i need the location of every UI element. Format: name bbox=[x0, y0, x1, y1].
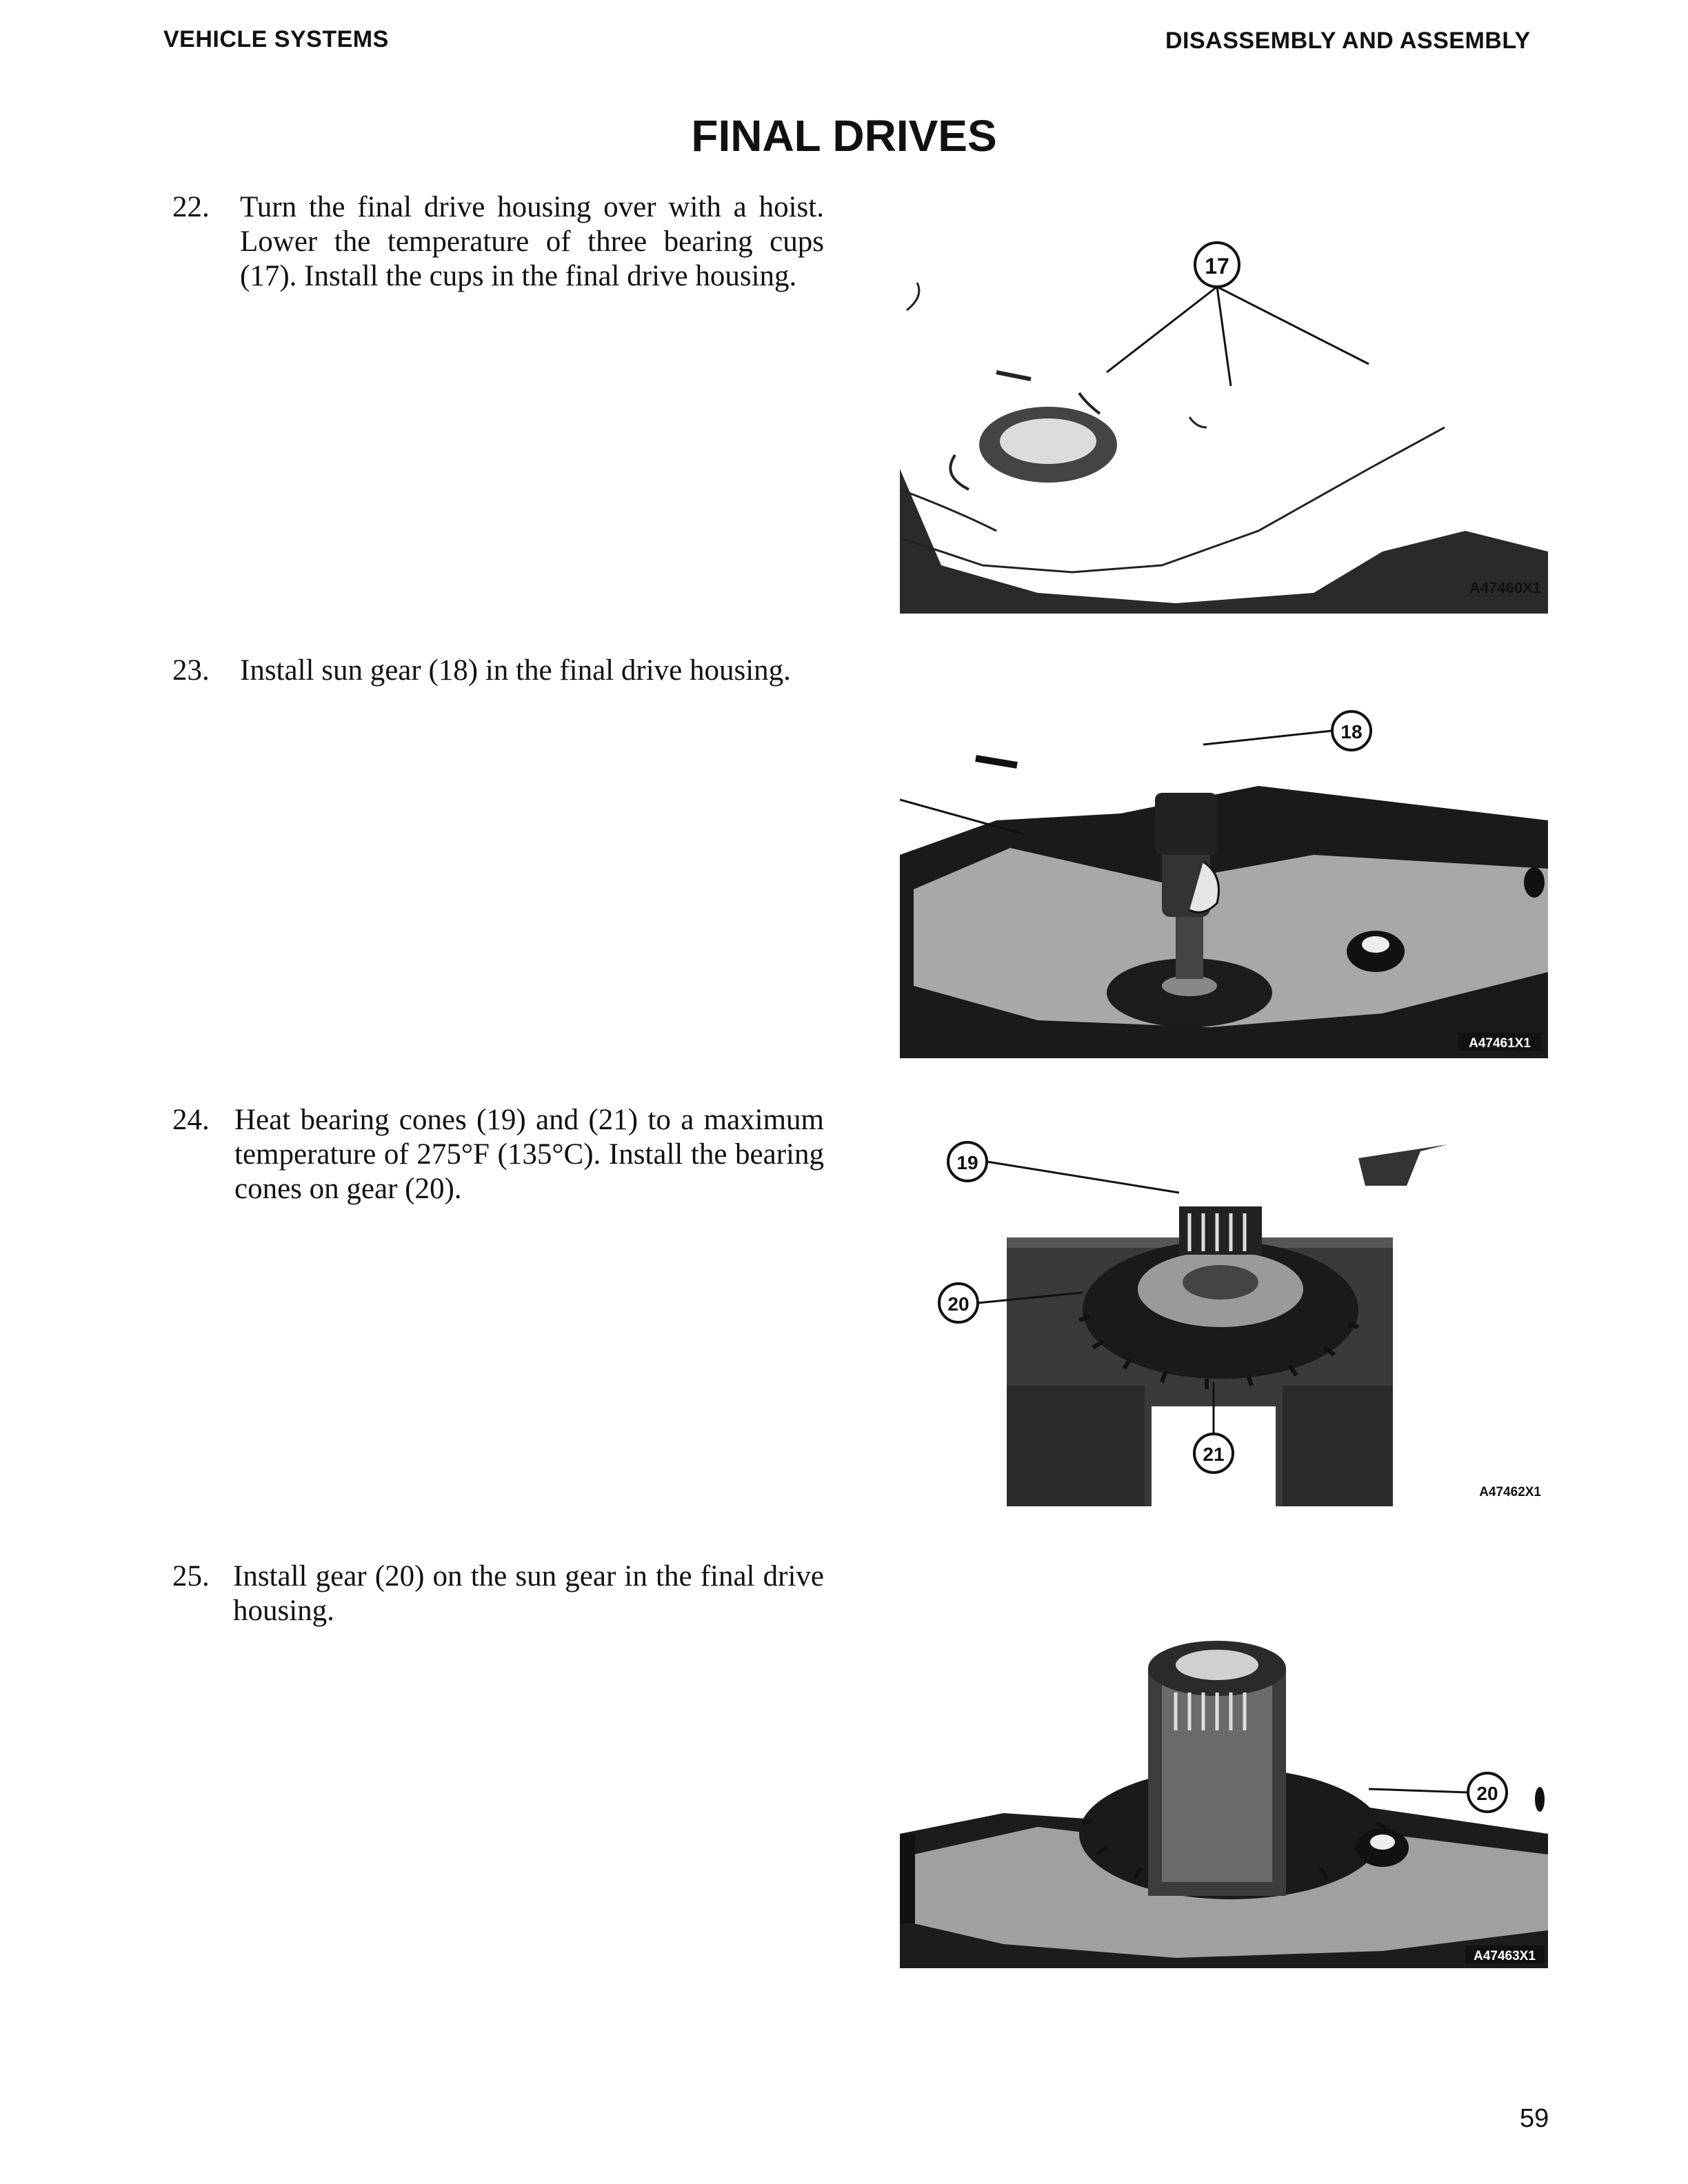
figure-code: A47462X1 bbox=[1479, 1485, 1541, 1499]
step-23 bbox=[172, 654, 824, 688]
figure-code: A47461X1 bbox=[1469, 1036, 1531, 1051]
callout-18: 18 bbox=[1340, 721, 1363, 742]
step-text: Install sun gear (18) in the final drive housing. bbox=[240, 654, 791, 687]
step-number: 22. bbox=[172, 191, 210, 223]
page-number: 59 bbox=[1520, 2104, 1549, 2133]
step-text: Heat bearing cones (19) and (21) to a maximum temperature of 275°F (135°C). Install the bearing cones on gear (20). bbox=[234, 1104, 824, 1205]
step-number: 25. bbox=[172, 1560, 210, 1593]
callout-20: 20 bbox=[1476, 1783, 1498, 1804]
figure-gear-install-photo bbox=[900, 1627, 1548, 1968]
step-24 bbox=[172, 1103, 824, 1206]
step-text: Turn the final drive housing over with a hoist. Lower the temperature of three bearing cups (17). Install the cups in the final drive housing. bbox=[240, 191, 824, 292]
step-22 bbox=[172, 190, 824, 294]
figure-code: A47463X1 bbox=[1474, 1949, 1536, 1963]
step-number: 23. bbox=[172, 654, 210, 687]
header-chapter-title: DISASSEMBLY AND ASSEMBLY bbox=[1165, 28, 1531, 54]
figure-bearing-cones-photo bbox=[924, 1110, 1548, 1513]
figure-sun-gear bbox=[900, 710, 1548, 1058]
figure-gear-install bbox=[900, 1627, 1548, 1968]
step-25 bbox=[172, 1559, 824, 1628]
callout-20: 20 bbox=[947, 1293, 969, 1315]
page-title: FINAL DRIVES bbox=[691, 111, 997, 161]
step-text: Install gear (20) on the sun gear in the final drive housing. bbox=[233, 1560, 824, 1627]
figure-bearing-cones bbox=[924, 1110, 1548, 1513]
figure-sun-gear-photo bbox=[900, 710, 1548, 1058]
callout-19: 19 bbox=[956, 1152, 978, 1173]
callout-17: 17 bbox=[1205, 254, 1229, 279]
header-section-title: VEHICLE SYSTEMS bbox=[163, 26, 389, 52]
figure-code: A47460X1 bbox=[1469, 579, 1541, 596]
step-number: 24. bbox=[172, 1104, 210, 1136]
figure-bearing-cups bbox=[900, 207, 1548, 614]
figure-bearing-cups-photo bbox=[900, 207, 1548, 614]
callout-21: 21 bbox=[1203, 1444, 1225, 1465]
